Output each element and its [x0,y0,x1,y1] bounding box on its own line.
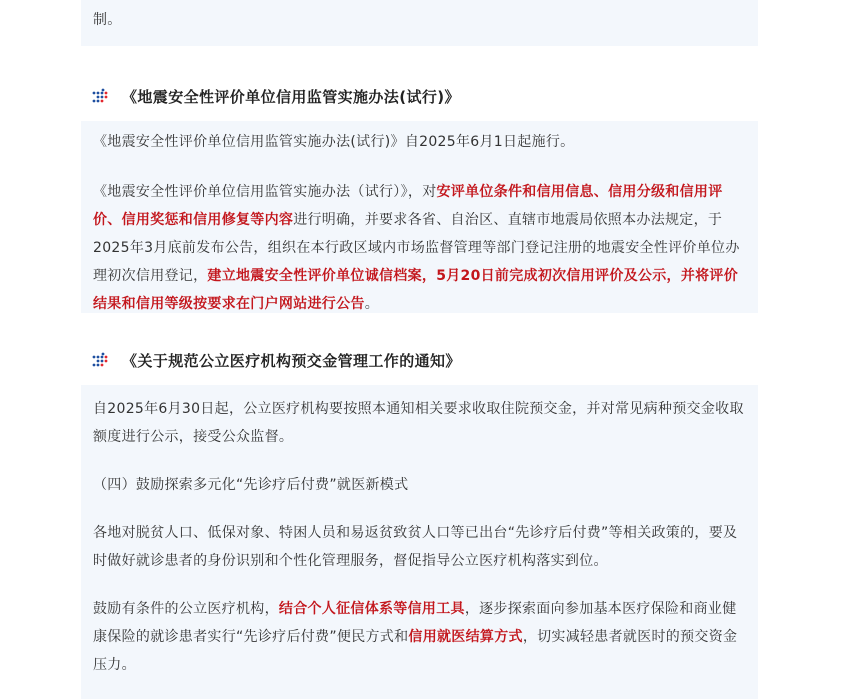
section2-p4-highlight-2: 信用就医结算方式 [408,629,523,645]
section1-p2-text-c: 进行明确，并要求各省、自治区、直辖市地震局依照本办法规定，于2025年3月底前发布公告，组织在本行政区域内市场监督管理等部门登记注册的地震安全性评价单位办理初次信用登记， [93,212,740,284]
section2-p4-highlight-1: 结合个人征信体系等信用工具 [278,601,465,617]
section2-p4-text-a: 鼓励有条件的公立医疗机构， [93,601,279,617]
section2-panel [81,385,758,699]
section2-title: 《关于规范公立医疗机构预交金管理工作的通知》 [122,351,461,370]
section1-title: 《地震安全性评价单位信用监管实施办法(试行)》 [122,87,460,106]
section1-p2-highlight-2: 建立地震安全性评价单位诚信档案，5月20日前完成初次信用评价及公示，并将评价结果和信用等级按要求在门户网站进行公告 [93,268,739,312]
section2-paragraph-1: 自2025年6月30日起，公立医疗机构要按照本通知相关要求收取住院预交金，并对常见病种预交金收取额度进行公示，接受公众监督。 [93,401,744,445]
dotted-grid-icon [92,352,108,368]
section2-paragraph-3: 各地对脱贫人口、低保对象、特困人员和易返贫致贫人口等已出台“先诊疗后付费”等相关政策的，要及时做好就诊患者的身份识别和个性化管理服务，督促指导公立医疗机构落实到位。 [93,525,738,569]
section1-p2-text-e: 。 [364,296,380,312]
section1-panel [81,121,758,313]
top-fragment-text: 制。 [93,12,122,28]
section2-p4-text-e: ，切实减轻患者就医时的预交资金压力。 [93,629,738,673]
section1-heading [92,84,460,108]
section2-heading [92,348,461,372]
section1-p2-highlight-1: 安评单位条件和信用信息、信用分级和信用评价、信用奖惩和信用修复等内容 [93,184,723,228]
section2-paragraph-4 [93,595,746,679]
section1-paragraph-2 [93,178,746,318]
section1-p2-text-a: 《地震安全性评价单位信用监管实施办法（试行）》，对 [93,184,437,200]
dotted-grid-icon [92,88,108,104]
section1-paragraph-1: 《地震安全性评价单位信用监管实施办法(试行)》自2025年6月1日起施行。 [93,134,575,150]
section2-paragraph-2: （四）鼓励探索多元化“先诊疗后付费”就医新模式 [93,477,409,493]
top-text-panel [81,0,758,46]
section2-p4-text-c: ，逐步探索面向参加基本医疗保险和商业健康保险的就诊患者实行“先诊疗后付费”便民方式和 [93,601,737,645]
